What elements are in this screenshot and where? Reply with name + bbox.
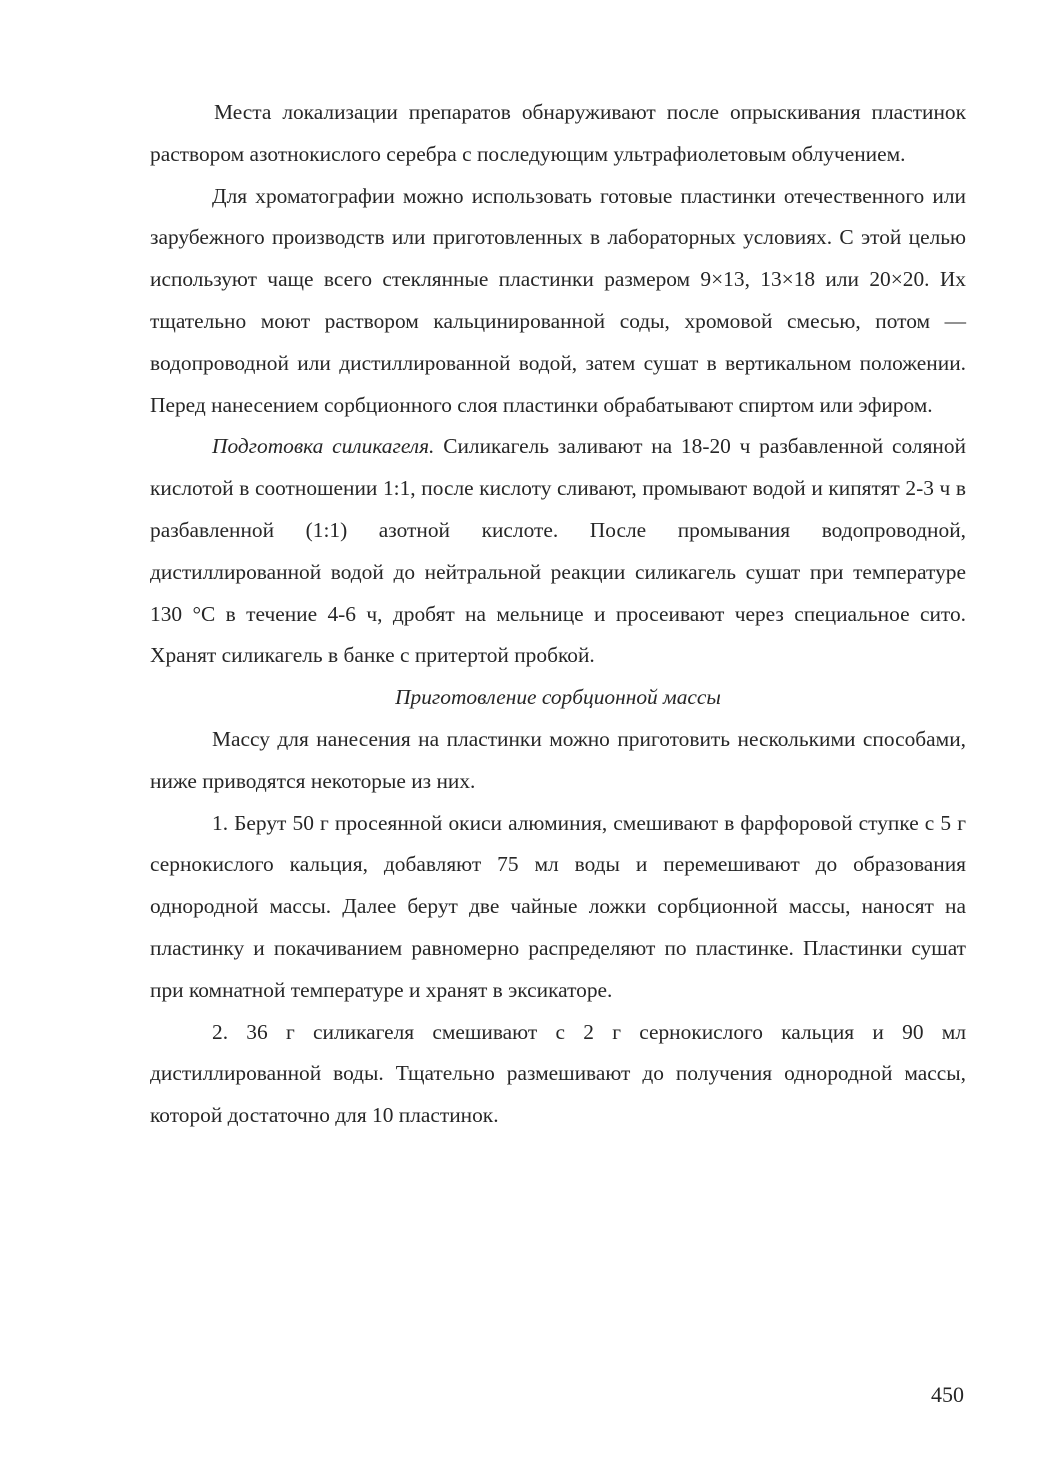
paragraph-plates: Для хроматографии можно использовать готовые пластинки отечественного или зарубежного производств или приготовленных в лабораторных условиях. С этой целью используют чаще всего стеклянные пластинки размером 9×13, 13×18 или 20×20. Их тщательно моют раствором кальцинированной соды, хромовой смесью, потом — водопроводной или дистиллированной водой, затем сушат в вертикальном положении. Перед нанесением сорбционного слоя пластинки обрабатывают спиртом или эфиром. bbox=[150, 183, 966, 417]
page-body bbox=[150, 92, 966, 1137]
section-title: Приготовление сорбционной массы bbox=[395, 685, 721, 710]
page-number: 450 bbox=[931, 1382, 964, 1407]
paragraph-method-2: 2. 36 г силикагеля смешивают с 2 г сернокислого кальция и 90 мл дистиллированной воды. Тщательно размешивают до получения однородной массы, которой достаточно для 10 пластинок. bbox=[150, 1019, 966, 1128]
paragraph-silica-preparation bbox=[150, 426, 966, 677]
paragraph-localization: Места локализации препаратов обнаруживают после опрыскивания пластинок раствором азотнокислого серебра с последующим ультрафиолетовым облучением. bbox=[150, 100, 966, 166]
paragraph-lead-italic: Подготовка силикагеля. bbox=[212, 434, 435, 459]
paragraph-silica-body: Силикагель заливают на 18-20 ч разбавленной соляной кислотой в соотношении 1:1, после кислоту сливают, промывают водой и кипятят 2-3 ч в разбавленной (1:1) азотной кислоте. После промывания водопроводной, дистиллированной водой до нейтральной реакции силикагель сушат при температуре 130 °С в течение 4-6 ч, дробят на мельнице и просеивают через специальное сито. Хранят силикагель в банке с притертой пробкой. bbox=[150, 434, 966, 668]
paragraph-method-1: 1. Берут 50 г просеянной окиси алюминия, смешивают в фарфоровой ступке с 5 г сернокислого кальция, добавляют 75 мл воды и перемешивают до образования однородной массы. Далее берут две чайные ложки сорбционной массы, наносят на пластинку и покачиванием равномерно распределяют по пластинке. Пластинки сушат при комнатной температуре и хранят в эксикаторе. bbox=[150, 810, 966, 1002]
paragraph-mass-intro: Массу для нанесения на пластинки можно приготовить несколькими способами, ниже приводятся некоторые из них. bbox=[150, 726, 966, 793]
